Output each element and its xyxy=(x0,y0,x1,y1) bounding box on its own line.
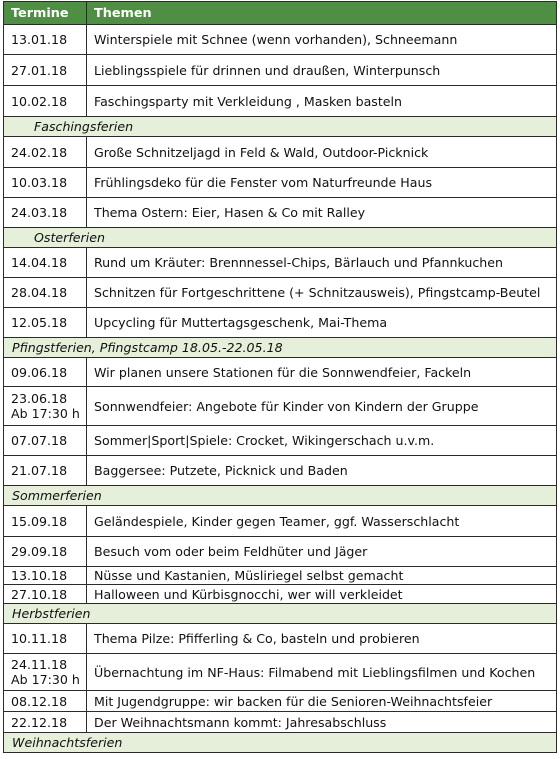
topic-cell: Halloween und Kürbisgnocchi, wer will verkleidet xyxy=(87,585,557,604)
date-value: 28.04.18 xyxy=(11,285,68,300)
holiday-label: Herbstferien xyxy=(4,604,557,624)
topic-cell: Besuch vom oder beim Feldhüter und Jäger xyxy=(87,537,557,567)
topic-cell: Thema Ostern: Eier, Hasen & Co mit Ralley xyxy=(87,198,557,228)
table-row xyxy=(4,387,557,426)
header-themen: Themen xyxy=(87,2,557,25)
date-value: 29.09.18 xyxy=(11,544,68,559)
date-value: 27.10.18 xyxy=(11,586,68,602)
topic-cell: Geländespiele, Kinder gegen Teamer, ggf. Wasserschlacht xyxy=(87,506,557,537)
date-cell xyxy=(4,567,87,585)
date-cell xyxy=(4,25,87,55)
date-value: 27.01.18 xyxy=(11,62,68,78)
date-value: 15.09.18 xyxy=(11,513,68,529)
date-value: 09.06.18 xyxy=(11,364,68,380)
table-row xyxy=(4,712,557,733)
table-row xyxy=(4,506,557,537)
table-row xyxy=(4,537,557,567)
holiday-label: Osterferien xyxy=(4,228,557,248)
table-row xyxy=(4,358,557,387)
topic-cell: Große Schnitzeljagd in Feld & Wald, Outdoor-Picknick xyxy=(87,137,557,168)
topic-cell: Faschingsparty mit Verkleidung , Masken basteln xyxy=(87,86,557,117)
date-cell xyxy=(4,506,87,537)
date-cell xyxy=(4,168,87,198)
holiday-row xyxy=(4,338,557,358)
date-cell xyxy=(4,387,87,426)
date-value: 24.02.18 xyxy=(11,144,68,160)
date-cell xyxy=(4,55,87,86)
holiday-label: Pfingstferien, Pfingstcamp 18.05.-22.05.18 xyxy=(4,338,557,358)
date-cell xyxy=(4,654,87,691)
table-row xyxy=(4,426,557,456)
holiday-row xyxy=(4,604,557,624)
table-row xyxy=(4,55,557,86)
date-value: 10.02.18 xyxy=(11,93,68,109)
topic-cell: Lieblingsspiele für drinnen und draußen, Winterpunsch xyxy=(87,55,557,86)
holiday-label: Faschingsferien xyxy=(4,117,557,137)
time-note: Ab 17:30 h xyxy=(11,672,80,687)
topic-cell: Nüsse und Kastanien, Müsliriegel selbst gemacht xyxy=(87,567,557,585)
date-value: 10.03.18 xyxy=(11,175,68,190)
schedule-body xyxy=(4,25,557,753)
topic-cell: Wir planen unsere Stationen für die Sonnwendfeier, Fackeln xyxy=(87,358,557,387)
table-row xyxy=(4,308,557,338)
date-value: 07.07.18 xyxy=(11,433,68,448)
header-row xyxy=(4,2,557,25)
topic-cell: Winterspiele mit Schnee (wenn vorhanden), Schneemann xyxy=(87,25,557,55)
date-value: 14.04.18 xyxy=(11,255,68,270)
topic-cell: Thema Pilze: Pfifferling & Co, basteln und probieren xyxy=(87,624,557,654)
holiday-row xyxy=(4,228,557,248)
date-cell xyxy=(4,712,87,733)
topic-cell: Mit Jugendgruppe: wir backen für die Senioren-Weihnachtsfeier xyxy=(87,691,557,712)
date-value: 23.06.18 xyxy=(11,391,68,406)
schedule-table xyxy=(3,1,557,753)
date-cell xyxy=(4,278,87,308)
header-termine: Termine xyxy=(4,2,87,25)
topic-cell: Upcycling für Muttertagsgeschenk, Mai-Thema xyxy=(87,308,557,338)
date-value: 13.10.18 xyxy=(11,568,68,583)
holiday-label: Sommerferien xyxy=(4,486,557,506)
topic-cell: Schnitzen für Fortgeschrittene (+ Schnitzausweis), Pfingstcamp-Beutel xyxy=(87,278,557,308)
table-row xyxy=(4,567,557,585)
table-row xyxy=(4,137,557,168)
date-value: 08.12.18 xyxy=(11,693,68,709)
date-cell xyxy=(4,248,87,278)
date-value: 22.12.18 xyxy=(11,714,68,730)
topic-cell: Frühlingsdeko für die Fenster vom Naturfreunde Haus xyxy=(87,168,557,198)
table-row xyxy=(4,86,557,117)
table-row xyxy=(4,25,557,55)
date-value: 13.01.18 xyxy=(11,32,68,47)
holiday-row xyxy=(4,733,557,753)
holiday-row xyxy=(4,117,557,137)
topic-cell: Baggersee: Putzete, Picknick und Baden xyxy=(87,456,557,486)
date-cell xyxy=(4,308,87,338)
holiday-row xyxy=(4,486,557,506)
date-value: 21.07.18 xyxy=(11,463,68,478)
date-value: 24.03.18 xyxy=(11,205,68,220)
table-row xyxy=(4,278,557,308)
topic-cell: Sommer|Sport|Spiele: Crocket, Wikingerschach u.v.m. xyxy=(87,426,557,456)
date-value: 24.11.18 xyxy=(11,657,68,672)
table-row xyxy=(4,585,557,604)
date-value: 10.11.18 xyxy=(11,631,68,646)
table-row xyxy=(4,691,557,712)
table-row xyxy=(4,624,557,654)
topic-cell: Übernachtung im NF-Haus: Filmabend mit Lieblingsfilmen und Kochen xyxy=(87,654,557,691)
date-cell xyxy=(4,358,87,387)
date-cell xyxy=(4,137,87,168)
date-cell xyxy=(4,624,87,654)
table-row xyxy=(4,654,557,691)
table-row xyxy=(4,456,557,486)
date-cell xyxy=(4,198,87,228)
date-cell xyxy=(4,456,87,486)
date-cell xyxy=(4,585,87,604)
topic-cell: Der Weihnachtsmann kommt: Jahresabschluss xyxy=(87,712,557,733)
table-row xyxy=(4,248,557,278)
holiday-label: Weihnachtsferien xyxy=(4,733,557,753)
date-value: 12.05.18 xyxy=(11,315,68,330)
topic-cell: Sonnwendfeier: Angebote für Kinder von Kindern der Gruppe xyxy=(87,387,557,426)
date-cell xyxy=(4,691,87,712)
time-note: Ab 17:30 h xyxy=(11,406,80,421)
date-cell xyxy=(4,537,87,567)
table-row xyxy=(4,168,557,198)
date-cell xyxy=(4,86,87,117)
date-cell xyxy=(4,426,87,456)
table-row xyxy=(4,198,557,228)
topic-cell: Rund um Kräuter: Brennnessel-Chips, Bärlauch und Pfannkuchen xyxy=(87,248,557,278)
